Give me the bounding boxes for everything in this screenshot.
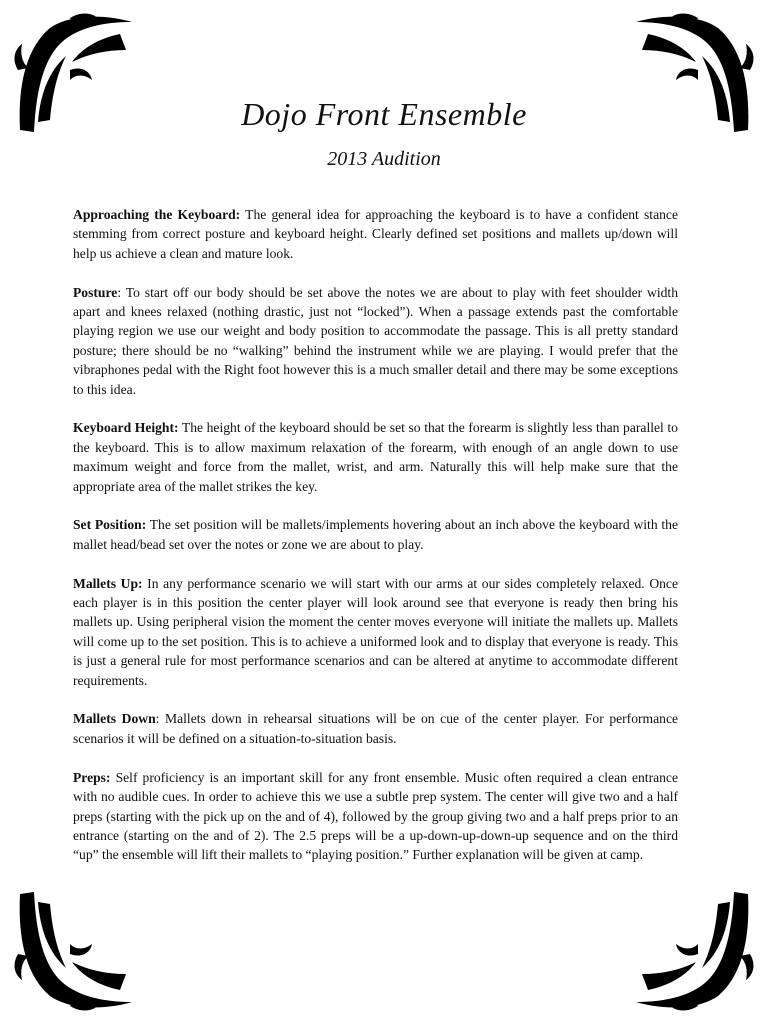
section-heading: Posture xyxy=(73,284,118,300)
section-heading: Mallets Up: xyxy=(73,575,143,591)
section-mallets-down xyxy=(73,709,678,748)
document-subtitle: 2013 Audition xyxy=(327,148,441,170)
section-keyboard-height xyxy=(73,418,678,496)
section-approaching-keyboard xyxy=(73,205,678,263)
section-text: : Mallets down in rehearsal situations will be on cue of the center player. For performance scenarios it will be defined on a situation-to-situation basis. xyxy=(73,711,679,746)
section-set-position xyxy=(73,515,678,554)
section-heading: Mallets Down xyxy=(73,711,156,727)
corner-ornament-bottom-left-icon xyxy=(10,884,140,1014)
section-mallets-up xyxy=(73,574,678,690)
corner-ornament-bottom-right-icon xyxy=(628,884,758,1014)
section-text: The general idea for approaching the keyboard is to have a confident stance stemming from correct posture and keyboard height. Clearly defined set positions and mallets up/down will help us achieve a clean and mature look. xyxy=(73,207,678,261)
section-preps xyxy=(73,768,678,865)
document-title: Dojo Front Ensemble xyxy=(241,96,527,132)
section-heading: Approaching the Keyboard: xyxy=(73,207,241,222)
section-text: In any performance scenario we will start with our arms at our sides completely relaxed. Once each player is in this position the center player will look around see that everyone is ready then bring his mallets up. Using peripheral vision the moment the center moves everyone will initiate the mallets up. Mallets will come up to the set position. This is to achieve a uniformed look and to display that everyone is ready. This is just a general rule for most performance scenarios and can be altered at anytime to accommodate different requirements. xyxy=(73,575,679,688)
document-body xyxy=(73,205,678,884)
section-heading: Keyboard Height: xyxy=(73,420,179,436)
section-posture xyxy=(73,283,678,399)
section-heading: Preps: xyxy=(73,769,111,785)
section-heading: Set Position: xyxy=(73,517,147,533)
section-text: The height of the keyboard should be set so that the forearm is slightly less than parallel to the keyboard. This is to allow maximum relaxation of the forearm, with enough of an angle down to use maximum weight and force from the mallet, wrist, and arm. Naturally this will help make sure that the appropriate area of the mallet strikes the key. xyxy=(73,420,678,494)
section-text: Self proficiency is an important skill for any front ensemble. Music often required a clean entrance with no audible cues. In order to achieve this we use a subtle prep system. The center will give two and a half preps (starting with the pick up on the and of 4), followed by the group giving two and a half preps prior to an entrance (starting on the and of 2). The 2.5 preps will be a up-down-up-down-up sequence and on the third “up” the ensemble will lift their mallets to “playing position.” Further explanation will be given at camp. xyxy=(73,769,678,863)
section-text: The set position will be mallets/implements hovering about an inch above the keyboard with the mallet head/bead set over the notes or zone we are about to play. xyxy=(73,517,678,552)
section-text: : To start off our body should be set above the notes we are about to play with feet shoulder width apart and knees relaxed (nothing drastic, just not “locked”). When a passage extends past the comfortable playing region we use our weight and body position to accommodate the passage. This is all pretty standard posture; there should be no “walking” behind the instrument while we are playing. I would prefer that the vibraphones pedal with the Right foot however this is a much smaller detail and there may be some exceptions to this idea. xyxy=(73,284,678,397)
